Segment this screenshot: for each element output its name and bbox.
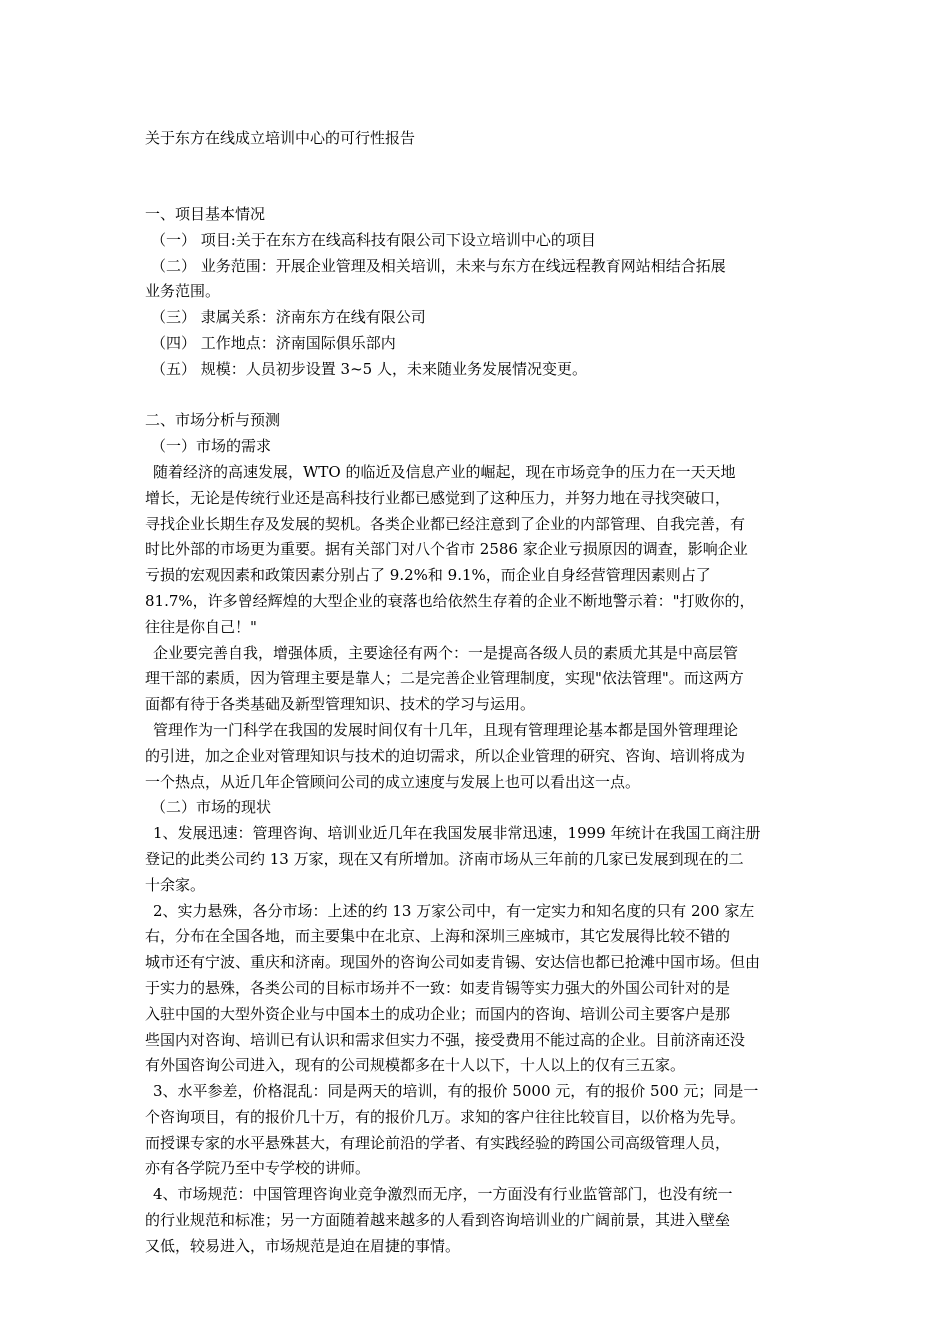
paragraph-line: 企业要完善自我，增强体质，主要途径有两个：一是提高各级人员的素质尤其是中高层管 xyxy=(153,643,739,662)
paragraph-line: 有外国咨询公司进入，现有的公司规模都多在十人以下，十人以上的仅有三五家。 xyxy=(145,1056,686,1075)
document-body xyxy=(145,202,825,1260)
paragraph-line: 的引进，加之企业对管理知识与技术的迫切需求，所以企业管理的研究、咨询、培训将成为 xyxy=(145,746,746,765)
paragraph-line: 又低，较易进入，市场规范是迫在眉捷的事情。 xyxy=(145,1236,461,1255)
paragraph-line: 些国内对咨询、培训已有认识和需求但实力不强，接受费用不能过高的企业。目前济南还没 xyxy=(145,1030,746,1049)
list-item: （三） 隶属关系：济南东方在线有限公司 xyxy=(151,308,426,327)
paragraph-line: 入驻中国的大型外资企业与中国本土的成功企业；而国内的咨询、培训公司主要客户是那 xyxy=(145,1004,731,1023)
paragraph-line: 寻找企业长期生存及发展的契机。各类企业都已经注意到了企业的内部管理、自我完善，有 xyxy=(145,514,746,533)
paragraph-line: 理干部的素质，因为管理主要是靠人；二是完善企业管理制度，实现"依法管理"。而这两方 xyxy=(145,669,744,688)
paragraph-line: 于实力的悬殊，各类公司的目标市场并不一致：如麦肯锡等实力强大的外国公司针对的是 xyxy=(145,978,731,997)
paragraph-line: 管理作为一门科学在我国的发展时间仅有十几年，且现有管理理论基本都是国外管理理论 xyxy=(153,720,739,739)
paragraph-line: 2、实力悬殊，各分市场：上述的约 13 万家公司中，有一定实力和知名度的只有 200 家左 xyxy=(153,901,755,920)
paragraph-line: 一个热点，从近几年企管顾问公司的成立速度与发展上也可以看出这一点。 xyxy=(145,772,641,791)
spacer xyxy=(145,383,825,409)
section-heading: 一、项目基本情况 xyxy=(145,205,266,223)
list-item: （二） 业务范围：开展企业管理及相关培训，未来与东方在线远程教育网站相结合拓展 xyxy=(151,256,726,275)
document-title: 关于东方在线成立培训中心的可行性报告 xyxy=(145,129,416,147)
paragraph-line: 亏损的宏观因素和政策因素分别占了 9.2%和 9.1%，而企业自身经营管理因素则占了 xyxy=(145,566,711,585)
paragraph-line: 的行业规范和标准；另一方面随着越来越多的人看到咨询培训业的广阔前景，其进入壁垒 xyxy=(145,1211,731,1230)
list-item-continuation: 业务范围。 xyxy=(145,282,221,301)
paragraph-line: 面都有待于各类基础及新型管理知识、技术的学习与运用。 xyxy=(145,695,536,714)
subsection-heading: （一）市场的需求 xyxy=(151,437,272,456)
paragraph-line: 登记的此类公司约 13 万家，现在又有所增加。济南市场从三年前的几家已发展到现在的二 xyxy=(145,849,744,868)
paragraph-line: 时比外部的市场更为重要。据有关部门对八个省市 2586 家企业亏损原因的调查，影响企业 xyxy=(145,540,748,559)
list-item: （四） 工作地点：济南国际俱乐部内 xyxy=(151,333,396,352)
paragraph-line: 增长，无论是传统行业还是高科技行业都已感觉到了这种压力，并努力地在寻找突破口， xyxy=(145,488,731,507)
paragraph-line: 右，分布在全国各地，而主要集中在北京、上海和深圳三座城市，其它发展得比较不错的 xyxy=(145,927,731,946)
section-heading: 二、市场分析与预测 xyxy=(145,411,281,430)
paragraph-line: 1、发展迅速：管理咨询、培训业近几年在我国发展非常迅速，1999 年统计在我国工商注册 xyxy=(153,824,761,843)
paragraph-line: 十余家。 xyxy=(145,875,206,894)
paragraph-line: 而授课专家的水平悬殊甚大，有理论前沿的学者、有实践经验的跨国公司高级管理人员， xyxy=(145,1133,731,1152)
paragraph-line: 亦有各学院乃至中专学校的讲师。 xyxy=(145,1159,371,1178)
paragraph-line: 81.7%，许多曾经辉煌的大型企业的衰落也给依然生存着的企业不断地警示着："打败你的， xyxy=(145,591,755,610)
paragraph-line: 4、市场规范：中国管理咨询业竞争激烈而无序，一方面没有行业监管部门，也没有统一 xyxy=(153,1185,733,1204)
paragraph-line: 3、水平参差，价格混乱：同是两天的培训，有的报价 5000 元，有的报价 500 元；同是一 xyxy=(153,1082,759,1101)
paragraph-line: 往往是你自己！" xyxy=(145,617,257,636)
subsection-heading: （二）市场的现状 xyxy=(151,798,272,817)
paragraph-line: 随着经济的高速发展，WTO 的临近及信息产业的崛起，现在市场竞争的压力在一天天地 xyxy=(153,462,736,481)
paragraph-line: 个咨询项目，有的报价几十万，有的报价几万。求知的客户往往比较盲目，以价格为先导。 xyxy=(145,1107,746,1126)
list-item: （一） 项目:关于在东方在线高科技有限公司下设立培训中心的项目 xyxy=(151,230,596,249)
list-item: （五） 规模：人员初步设置 3~5 人，未来随业务发展情况变更。 xyxy=(151,359,587,378)
paragraph-line: 城市还有宁波、重庆和济南。现国外的咨询公司如麦肯锡、安达信也都已抢滩中国市场。但由 xyxy=(145,953,761,972)
